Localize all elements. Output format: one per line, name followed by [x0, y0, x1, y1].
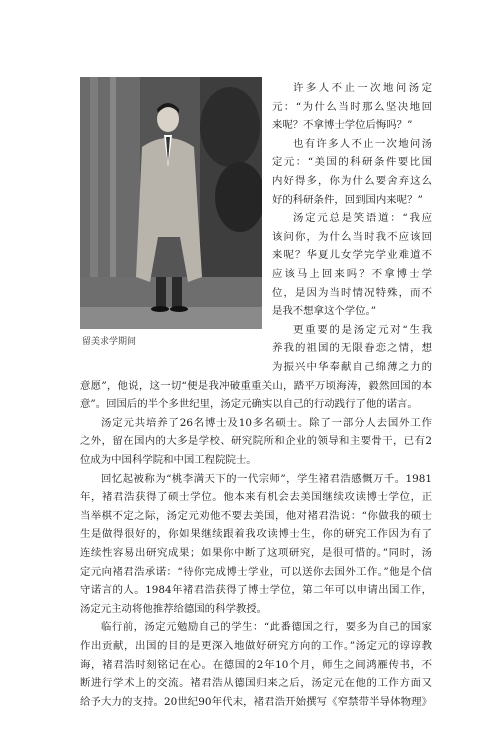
text-line: 意愿”，他说，这一切“便是我冲破重重关山，踏平万顷海涛，毅然回国的本 — [80, 379, 432, 392]
text-line: 位，是因为当时情况特殊，而不 — [272, 286, 432, 299]
photo-caption: 留美求学期间 — [82, 337, 137, 347]
text-line: 位成为中国科学院和中国工程院院士。 — [80, 453, 257, 466]
text-line: 汤定元共培养了26名博士及10多名硕士。除了一部分人去国外工作 — [101, 416, 432, 429]
text-line: 为振兴中华奉献自己绵薄之力的 — [272, 361, 432, 373]
text-line: 断进行学术上的交流。褚君浩从德国归来之后，汤定元在他的工作方面又 — [80, 677, 432, 690]
text-line: 应该马上回来吗？不拿博士学 — [272, 267, 432, 280]
text-line: 来呢？华夏儿女学完学业难道不 — [272, 249, 432, 262]
text-line: 定元：“美国的科研条件要比国 — [272, 156, 432, 169]
portrait-photo — [80, 77, 262, 329]
text-line: 是我不想拿这个学位。” — [272, 305, 377, 318]
text-line: 年，褚君浩获得了硕士学位。他本来有机会去美国继续攻读博士学位，正 — [80, 491, 432, 504]
text-line: 作出贡献，出国的目的是更深入地做好研究方向的工作。”汤定元的谆谆教 — [80, 639, 432, 652]
text-line: 定元向褚君浩承诺：“待你完成博士学业，可以送你去国外工作。”他是个信 — [80, 565, 432, 578]
text-line: 生是做得很好的，你如果继续跟着我攻读博士生，你的研究工作因为有了 — [80, 528, 432, 541]
text-line: 许多人不止一次地问汤定 — [293, 82, 432, 94]
text-line: 连续性容易出研究成果；如果你中断了这项研究，是很可惜的。”同时，汤 — [80, 546, 432, 559]
text-line: 当举棋不定之际，汤定元劝他不要去美国，他对褚君浩说：“你做我的硕士 — [80, 509, 432, 522]
text-line: 养我的祖国的无限眷恋之情，想 — [272, 342, 432, 355]
text-line: 之外，留在国内的大多是学校、研究院所和企业的领导和主要骨干，已有2 — [80, 435, 432, 448]
text-line: 汤定元主动将他推荐给德国的科学教授。 — [80, 602, 268, 615]
right-column-text — [272, 79, 432, 358]
text-line: 临行前，汤定元勉励自己的学生：“此番德国之行，要多为自己的国家 — [101, 621, 432, 634]
portrait-photo-drawing — [80, 77, 262, 329]
text-line: 守诺言的人。1984年褚君浩获得了博士学位，第二年可以申请出国工作， — [80, 584, 432, 597]
text-line: 该问你，为什么当时我不应该回 — [272, 230, 432, 243]
text-line: 给予大力的支持。20世纪90年代末，褚君浩开始撰写《窄禁带半导体物理》 — [80, 695, 432, 708]
text-line: 回忆起被称为“桃李满天下的一代宗师”，学生褚君浩感慨万千。1981 — [101, 472, 432, 485]
text-line: 意”。回国后的半个多世纪里，汤定元确实以自己的行动践行了他的诺言。 — [80, 398, 418, 411]
text-line: 汤定元总是笑语道：“我应 — [293, 212, 432, 225]
text-line: 更重要的是汤定元对“生我 — [293, 323, 432, 336]
text-line: 诲，褚君浩时刻铭记在心。在德国的2年10个月，师生之间鸿雁传书，不 — [80, 658, 432, 671]
body-text — [80, 358, 432, 711]
text-line: 也有许多人不止一次地问汤 — [293, 137, 432, 150]
text-line: 内好得多，你为什么要舍弃这么 — [272, 174, 432, 187]
text-line: 元：“为什么当时那么坚决地回 — [272, 100, 432, 113]
text-line: 好的科研条件，回到国内来呢？” — [272, 193, 423, 206]
text-line: 来呢？不拿博士学位后悔吗？” — [272, 119, 413, 132]
